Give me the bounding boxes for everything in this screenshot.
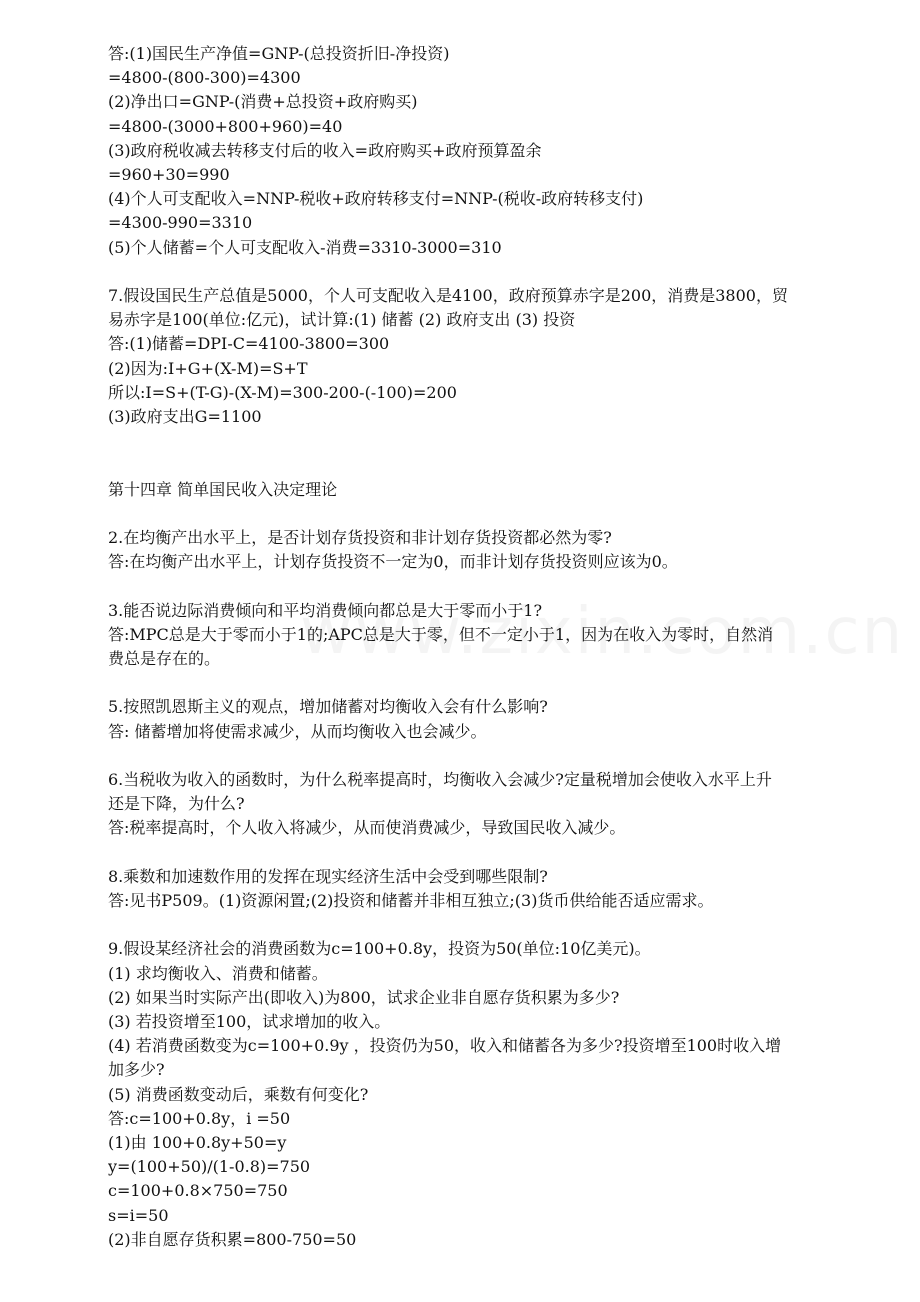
text-line: s=i=50 (108, 1205, 169, 1225)
question-9: 9.假设某经济社会的消费函数为c=100+0.8y，投资为50(单位:10亿美元)。 (108, 939, 651, 959)
text-line: =4300-990=3310 (108, 213, 253, 233)
blank-line (108, 744, 884, 768)
question-5: 5.按照凯恩斯主义的观点，增加储蓄对均衡收入会有什么影响? (108, 697, 548, 717)
blank-line (108, 913, 884, 937)
question-7-line-2: 易赤字是100(单位:亿元)，试计算:(1) 储蓄 (2) 政府支出 (3) 投资 (108, 310, 576, 330)
question-9-part-2: (2) 如果当时实际产出(即收入)为800，试求企业非自愿存货积累为多少? (108, 987, 620, 1007)
text-line: 答:(1)储蓄=DPI-C=4100-3800=300 (108, 334, 390, 354)
question-9-part-4-line-1: (4) 若消费函数变为c=100+0.9y ，投资仍为50，收入和储蓄各为多少?投资增至100时收入增 (108, 1036, 782, 1056)
answer-6: 答:税率提高时，个人收入将减少，从而使消费减少，导致国民收入减少。 (108, 818, 626, 838)
question-3: 3.能否说边际消费倾向和平均消费倾向都总是大于零而小于1? (108, 600, 543, 620)
chapter-heading: 第十四章 简单国民收入决定理论 (108, 479, 338, 499)
text-line: (5)个人储蓄=个人可支配收入-消费=3310-3000=310 (108, 237, 502, 257)
answer-3-line-2: 费总是存在的。 (108, 649, 221, 669)
question-7-line-1: 7.假设国民生产总值是5000，个人可支配收入是4100，政府预算赤字是200，消费是3800，贸 (108, 286, 788, 306)
text-line: y=(100+50)/(1-0.8)=750 (108, 1157, 311, 1177)
answer-8: 答:见书P509。(1)资源闲置;(2)投资和储蓄并非相互独立;(3)货币供给能否适应需求。 (108, 891, 714, 910)
blank-line (108, 429, 884, 477)
document-page (108, 42, 884, 1252)
blank-line (108, 841, 884, 865)
question-9-part-1: (1) 求均衡收入、消费和储蓄。 (108, 963, 328, 983)
text-line: =4800-(800-300)=4300 (108, 68, 301, 88)
text-line: c=100+0.8×750=750 (108, 1181, 288, 1201)
question-9-part-5: (5) 消费函数变动后，乘数有何变化? (108, 1084, 369, 1104)
text-line: =4800-(3000+800+960)=40 (108, 116, 343, 136)
blank-line (108, 260, 884, 284)
question-9-part-3: (3) 若投资增至100，试求增加的收入。 (108, 1012, 391, 1031)
text-line: (2)非自愿存货积累=800-750=50 (108, 1229, 357, 1249)
question-2: 2.在均衡产出水平上，是否计划存货投资和非计划存货投资都必然为零? (108, 528, 612, 548)
answer-5: 答: 储蓄增加将使需求减少，从而均衡收入也会减少。 (108, 721, 487, 741)
blank-line (108, 502, 884, 526)
text-line: (3)政府支出G=1100 (108, 407, 262, 427)
text-line: (2)因为:I+G+(X-M)=S+T (108, 358, 308, 378)
text-line: (4)个人可支配收入=NNP-税收+政府转移支付=NNP-(税收-政府转移支付) (108, 189, 644, 209)
question-6-line-1: 6.当税收为收入的函数时，为什么税率提高时，均衡收入会减少?定量税增加会使收入水平上升 (108, 770, 772, 789)
answer-3-line-1: 答:MPC总是大于零而小于1的;APC总是大于零，但不一定小于1，因为在收入为零时，自然消 (108, 624, 774, 644)
blank-line (108, 671, 884, 695)
question-6-line-2: 还是下降，为什么? (108, 794, 245, 814)
text-line: 答:(1)国民生产净值=GNP-(总投资折旧-净投资) (108, 44, 450, 63)
text-line: (2)净出口=GNP-(消费+总投资+政府购买) (108, 92, 418, 112)
text-line: 所以:I=S+(T-G)-(X-M)=300-200-(-100)=200 (108, 382, 457, 402)
blank-line (108, 574, 884, 598)
text-line: (3)政府税收减去转移支付后的收入=政府购买+政府预算盈余 (108, 140, 542, 160)
answer-2: 答:在均衡产出水平上，计划存货投资不一定为0，而非计划存货投资则应该为0。 (108, 552, 678, 572)
answer-9: 答:c=100+0.8y，i =50 (108, 1108, 291, 1128)
text-line: =960+30=990 (108, 165, 230, 185)
question-9-part-4-line-2: 加多少? (108, 1060, 165, 1080)
question-8: 8.乘数和加速数作用的发挥在现实经济生活中会受到哪些限制? (108, 866, 548, 886)
text-line: (1)由 100+0.8y+50=y (108, 1133, 287, 1153)
